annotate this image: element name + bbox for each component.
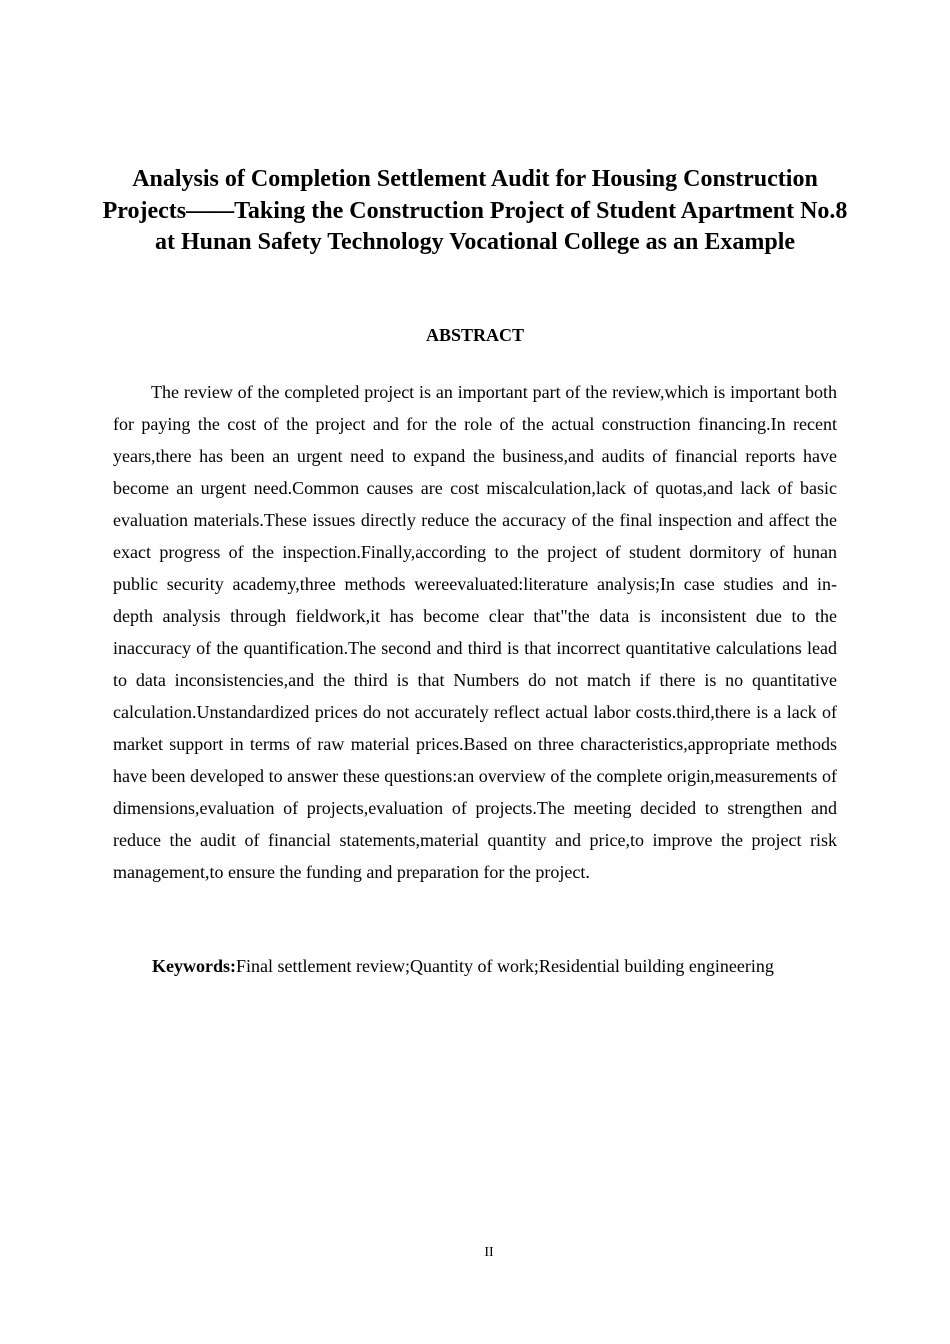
- keywords-line: [152, 951, 852, 981]
- paper-title: Analysis of Completion Settlement Audit for Housing Construction Projects——Taking the Construction Project of Student Apartment No.8 at Hunan Safety Technology Vocational College as an Example: [102, 166, 848, 255]
- page-number: II: [484, 1245, 494, 1260]
- keywords-label: Keywords:: [152, 956, 236, 976]
- abstract-body: The review of the completed project is an important part of the review,which is important both for paying the cost of the project and for the role of the actual construction financing.In recent years,there has been an urgent need to expand the business,and audits of financial reports have become an urgent need.Common causes are cost miscalculation,lack of quotas,and lack of basic evaluation materials.These issues directly reduce the accuracy of the final inspection and affect the exact progress of the inspection.Finally,according to the project of student dormitory of hunan public security academy,three methods wereevaluated:literature analysis;In case studies and in-depth analysis through fieldwork,it has become clear that"the data is inconsistent due to the inaccuracy of the quantification.The second and third is that incorrect quantitative calculations lead to data inconsistencies,and the third is that Numbers do not match if there is no quantitative calculation.Unstandardized prices do not accurately reflect actual labor costs.third,there is a lack of market support in terms of raw material prices.Based on three characteristics,appropriate methods have been developed to answer these questions:an overview of the complete origin,measurements of dimensions,evaluation of projects,evaluation of projects.The meeting decided to strengthen and reduce the audit of financial statements,material quantity and price,to improve the project risk management,to ensure the funding and preparation for the project.: [113, 382, 837, 882]
- abstract-heading: ABSTRACT: [425, 325, 525, 345]
- keywords-text: Final settlement review;Quantity of work;Residential building engineering: [236, 956, 774, 976]
